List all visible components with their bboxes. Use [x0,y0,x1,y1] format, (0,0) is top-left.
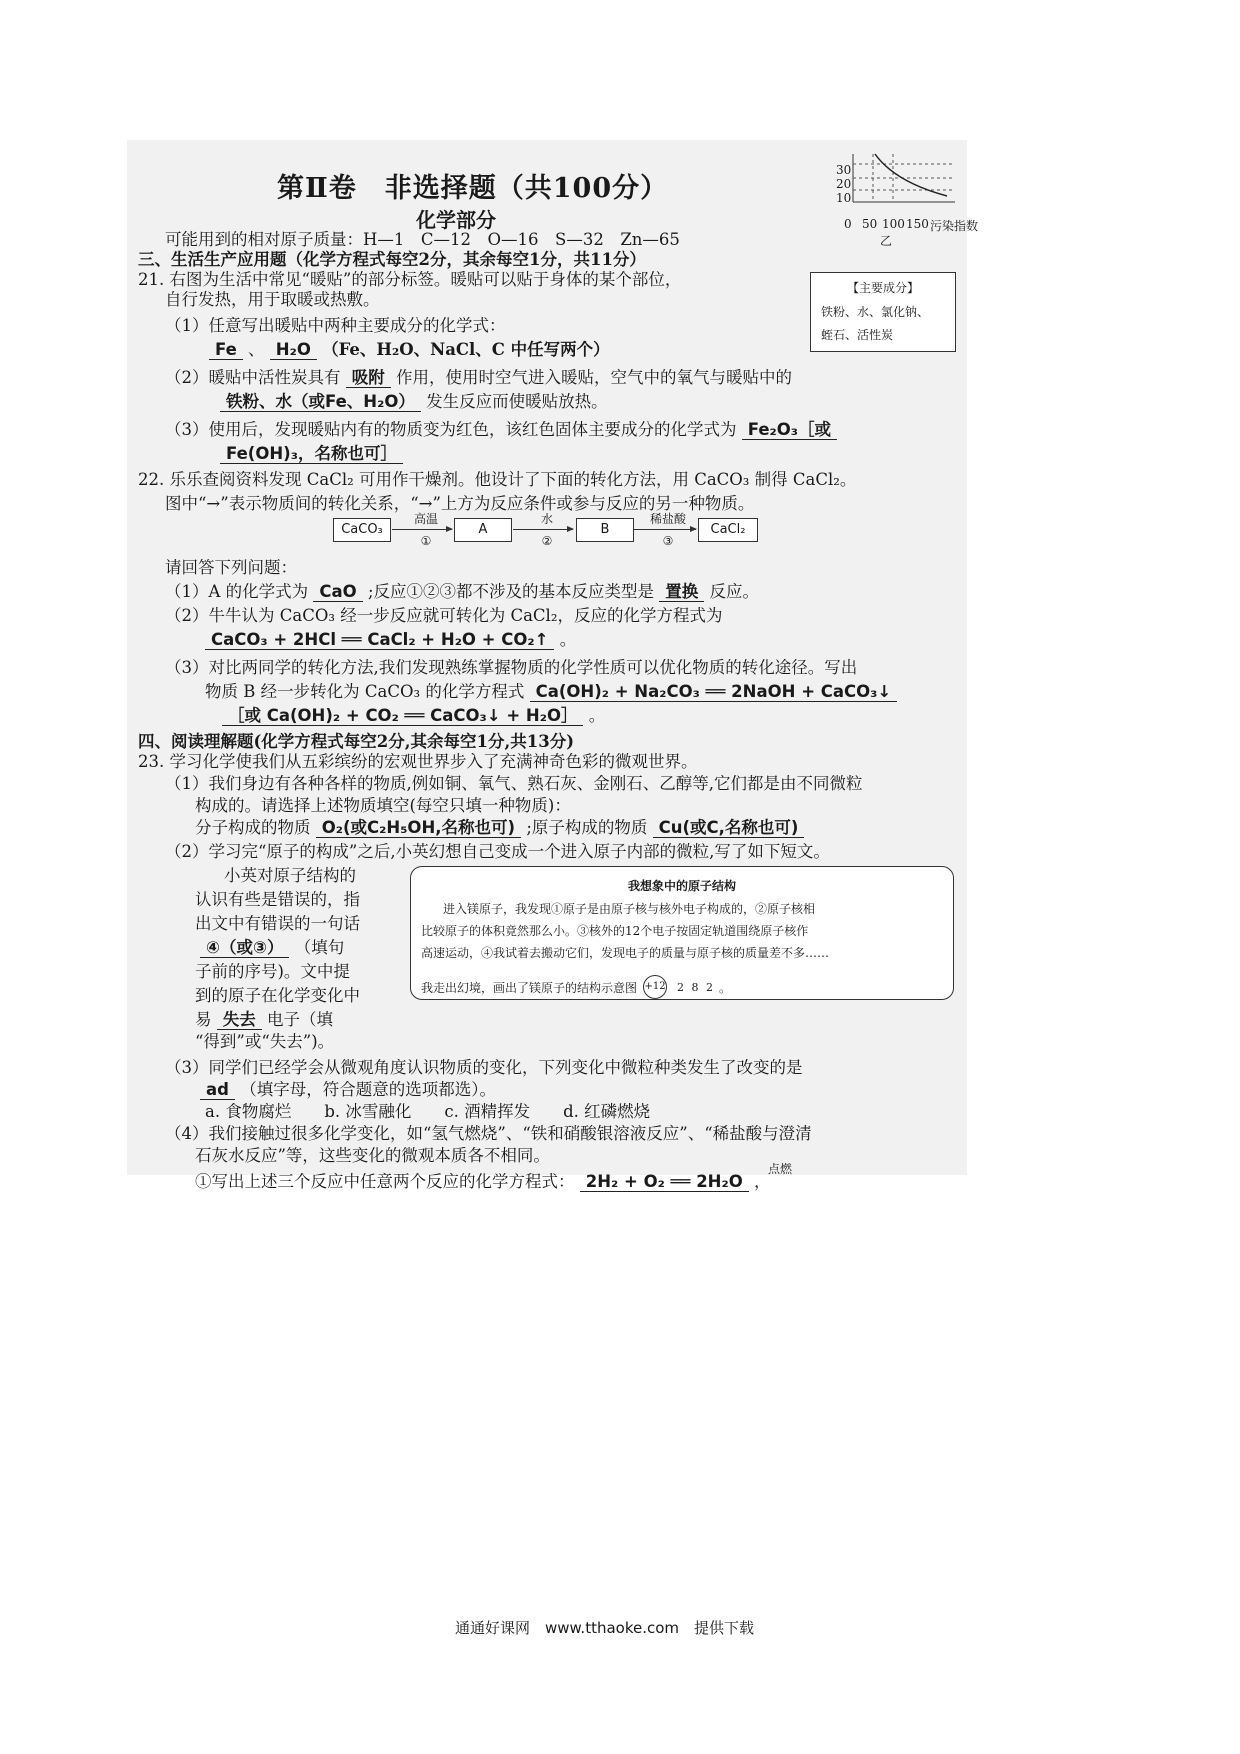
text: 作用，使用时空气进入暖贴，空气中的氧气与暖贴中的 [396,368,792,387]
answer: 铁粉、水（或Fe、H₂O） [220,392,421,412]
section-heading: 四、阅读理解题(化学方程式每空2分,其余每空1分,共13分) [138,732,575,751]
label-title: 【主要成分】 [846,281,919,295]
q23-stem: 23. 学习化学使我们从五彩缤纷的宏观世界步入了充满神奇色彩的微观世界。 [138,752,698,771]
essay-title: 我想象中的原子结构 [627,879,736,893]
footer-text: 通通好课网 www.tthaoke.com 提供下载 [455,1619,755,1637]
q22-part2: （2）牛牛认为 CaCO₃ 经一步反应就可转化为 CaCl₂，反应的化学方程式为 [165,606,723,625]
left-text [200,938,344,958]
q22-part3: （3）对比两同学的转化方法,我们发现熟练掌握物质的化学性质可以优化物质的转化途径。写出 [165,658,858,677]
condition-label: 稀盐酸 [649,512,686,526]
flow-arrow [392,529,452,530]
atomic-mass-line: 可能用到的相对原子质量：H—1 C—12 O—16 S—32 Zn—65 [165,230,680,249]
answer: Cu(或C,名称也可) [653,818,805,838]
answer: 失去 [217,1010,262,1030]
answer: CaO [313,582,362,602]
left-text: 小英对原子结构的 [224,866,356,885]
q23-part4: （4）我们接触过很多化学变化，如“氢气燃烧”、“铁和硝酸银溶液反应”、“稀盐酸与澄清 [165,1124,812,1143]
text: 。 [719,980,732,995]
y-tick: 30 [836,163,852,177]
x-tick: 0 [844,217,852,231]
q22-ask: 请回答下列问题： [165,558,297,577]
separator: 、 [248,340,265,359]
q22-part3-ans [222,706,605,726]
q21-part2-cont [220,392,608,412]
text: （1）A 的化学式为 [165,582,309,601]
text: ;原子构成的物质 [526,818,648,837]
q21-part1: （1）任意写出暖贴中两种主要成分的化学式： [165,316,506,335]
answer: 吸附 [346,368,391,388]
text: 物质 B 经一步转化为 CaCO₃ 的化学方程式 [205,682,525,701]
q23-part3: （3）同学们已经学会从微观角度认识物质的变化，下列变化中微粒种类发生了改变的是 [165,1058,803,1077]
left-text [195,1010,333,1030]
y-tick: 20 [836,177,852,191]
text: （3）使用后，发现暖贴内有的物质变为红色，该红色固体主要成分的化学式为 [165,420,737,439]
text: ①写出上述三个反应中任意两个反应的化学方程式： [195,1172,575,1191]
reaction-condition: 点燃 [767,1162,792,1176]
q21-part2 [165,368,792,388]
q21-part3-cont [220,444,403,464]
essay-box [410,866,954,1000]
answer-note: （Fe、H₂O、NaCl、C 中任写两个） [322,340,610,359]
q23-part1: 构成的。请选择上述物质填空(每空只填一种物质)： [195,796,571,815]
q22-part3-cont [205,682,897,702]
answer: H₂O [270,340,317,360]
q23-part1: （1）我们身边有各种各样的物质,例如铜、氧气、熟石灰、金刚石、乙醇等,它们都是由不同微粒 [165,774,863,793]
label-line: 蛭石、活性炭 [821,328,894,342]
step-number: ① [420,534,432,548]
q22-stem: 22. 乐乐查阅资料发现 CaCl₂ 可用作干燥剂。他设计了下面的转化方法，用 CaCO₃ 制得 CaCl₂。 [138,470,857,489]
text: 我走出幻境，画出了镁原子的结构示意图 [421,980,638,995]
flow-box-a: A [454,518,512,542]
text: 易 [195,1010,212,1029]
left-text: 到的原子在化学变化中 [195,986,360,1005]
step-number: ③ [662,534,674,548]
q21-stem: 21. 右图为生活中常见“暖贴”的部分标签。暖贴可以贴于身体的某个部位， [138,270,682,289]
text: 发生反应而使暖贴放热。 [426,392,608,411]
q21-part3 [165,420,837,440]
q21-stem: 自行发热，用于取暖或热敷。 [165,290,380,309]
q23-part3-ans [200,1080,496,1100]
text: （2）暖贴中活性炭具有 [165,368,341,387]
q23-part2: （2）学习完“原子的构成”之后,小英幻想自己变成一个进入原子内部的微粒,写了如下短文。 [165,842,830,861]
condition-label: 高温 [413,512,438,526]
text: 反应。 [709,582,760,601]
left-text: 认识有些是错误的，指 [195,890,360,909]
left-text: 子前的序号)。文中提 [195,962,350,981]
text: 。 [588,706,606,725]
flow-box-cacl2: CaCl₂ [698,518,758,542]
answer: ④（或③） [200,938,289,958]
left-text: 出文中有错误的一句话 [195,914,360,933]
essay-line: 比较原子的体积竟然那么小。③核外的12个电子按固定轨道围绕原子核作 [421,924,809,938]
ingredient-label [810,272,956,352]
q22-part2-ans [205,630,576,650]
q22-stem: 图中“→”表示物质间的转化关系，“→”上方为反应条件或参与反应的另一种物质。 [165,494,755,513]
answer: ad [200,1080,235,1100]
page-subtitle: 化学部分 [416,208,496,232]
text: ;反应①②③都不涉及的基本反应类型是 [367,582,655,601]
q23-part1-ans [195,818,804,838]
answer: CaCO₃ + 2HCl ══ CaCl₂ + H₂O + CO₂↑ [205,630,554,650]
text: ， [753,1172,771,1191]
flow-box-b: B [576,518,634,542]
x-tick: 50 [862,217,878,231]
flow-box-caco3: CaCO₃ [333,518,391,542]
nucleus: +12 [643,975,667,999]
q23-options: a. 食物腐烂 b. 冰雪融化 c. 酒精挥发 d. 红磷燃烧 [205,1102,651,1121]
essay-line [421,975,953,999]
x-tick: 150 [906,217,929,231]
flow-arrow [513,529,573,530]
answer: Fe [209,340,243,360]
answer: Fe(OH)₃，名称也可］ [220,444,403,464]
answer: 2H₂ + O₂ ══ 2H₂O [580,1172,749,1192]
y-tick: 10 [836,191,852,205]
step-number: ② [541,534,553,548]
electron-shells: 2 8 2 [677,980,716,994]
x-tick: 100 [882,217,905,231]
condition-label: 水 [540,512,553,526]
q23-part4: 石灰水反应”等，这些变化的微观本质各不相同。 [195,1146,550,1165]
text: 电子（填 [267,1010,333,1029]
graph-caption: 乙 [880,234,893,248]
page-title: 第Ⅱ卷 非选择题（共100分） [277,173,669,204]
answer: Ca(OH)₂ + Na₂CO₃ ══ 2NaOH + CaCO₃↓ [530,682,898,702]
text: （填句 [294,938,345,957]
q23-part4-ans [195,1172,770,1192]
q22-part1 [165,582,759,602]
essay-line: 进入镁原子，我发现①原子是由原子核与核外电子构成的，②原子核相 [443,902,816,916]
answer: 置换 [659,582,704,602]
answer-line [209,340,610,360]
answer: Fe₂O₃［或 [742,420,837,440]
answer: O₂(或C₂H₅OH,名称也可) [316,818,521,838]
x-axis-label: 污染指数 [930,219,979,233]
text: 。 [559,630,577,649]
answer: ［或 Ca(OH)₂ + CO₂ ══ CaCO₃↓ + H₂O］ [222,706,583,726]
section-heading: 三、生活生产应用题（化学方程式每空2分，其余每空1分，共11分） [138,250,646,269]
essay-line: 高速运动，④我试着去搬动它们，发现电子的质量与原子核的质量差不多…… [421,946,830,960]
text: （填字母，符合题意的选项都选）。 [240,1080,496,1099]
label-line: 铁粉、水、氯化钠、 [821,305,930,319]
flow-arrow [634,529,696,530]
left-text: “得到”或“失去”)。 [195,1032,335,1051]
text: 分子构成的物质 [195,818,311,837]
